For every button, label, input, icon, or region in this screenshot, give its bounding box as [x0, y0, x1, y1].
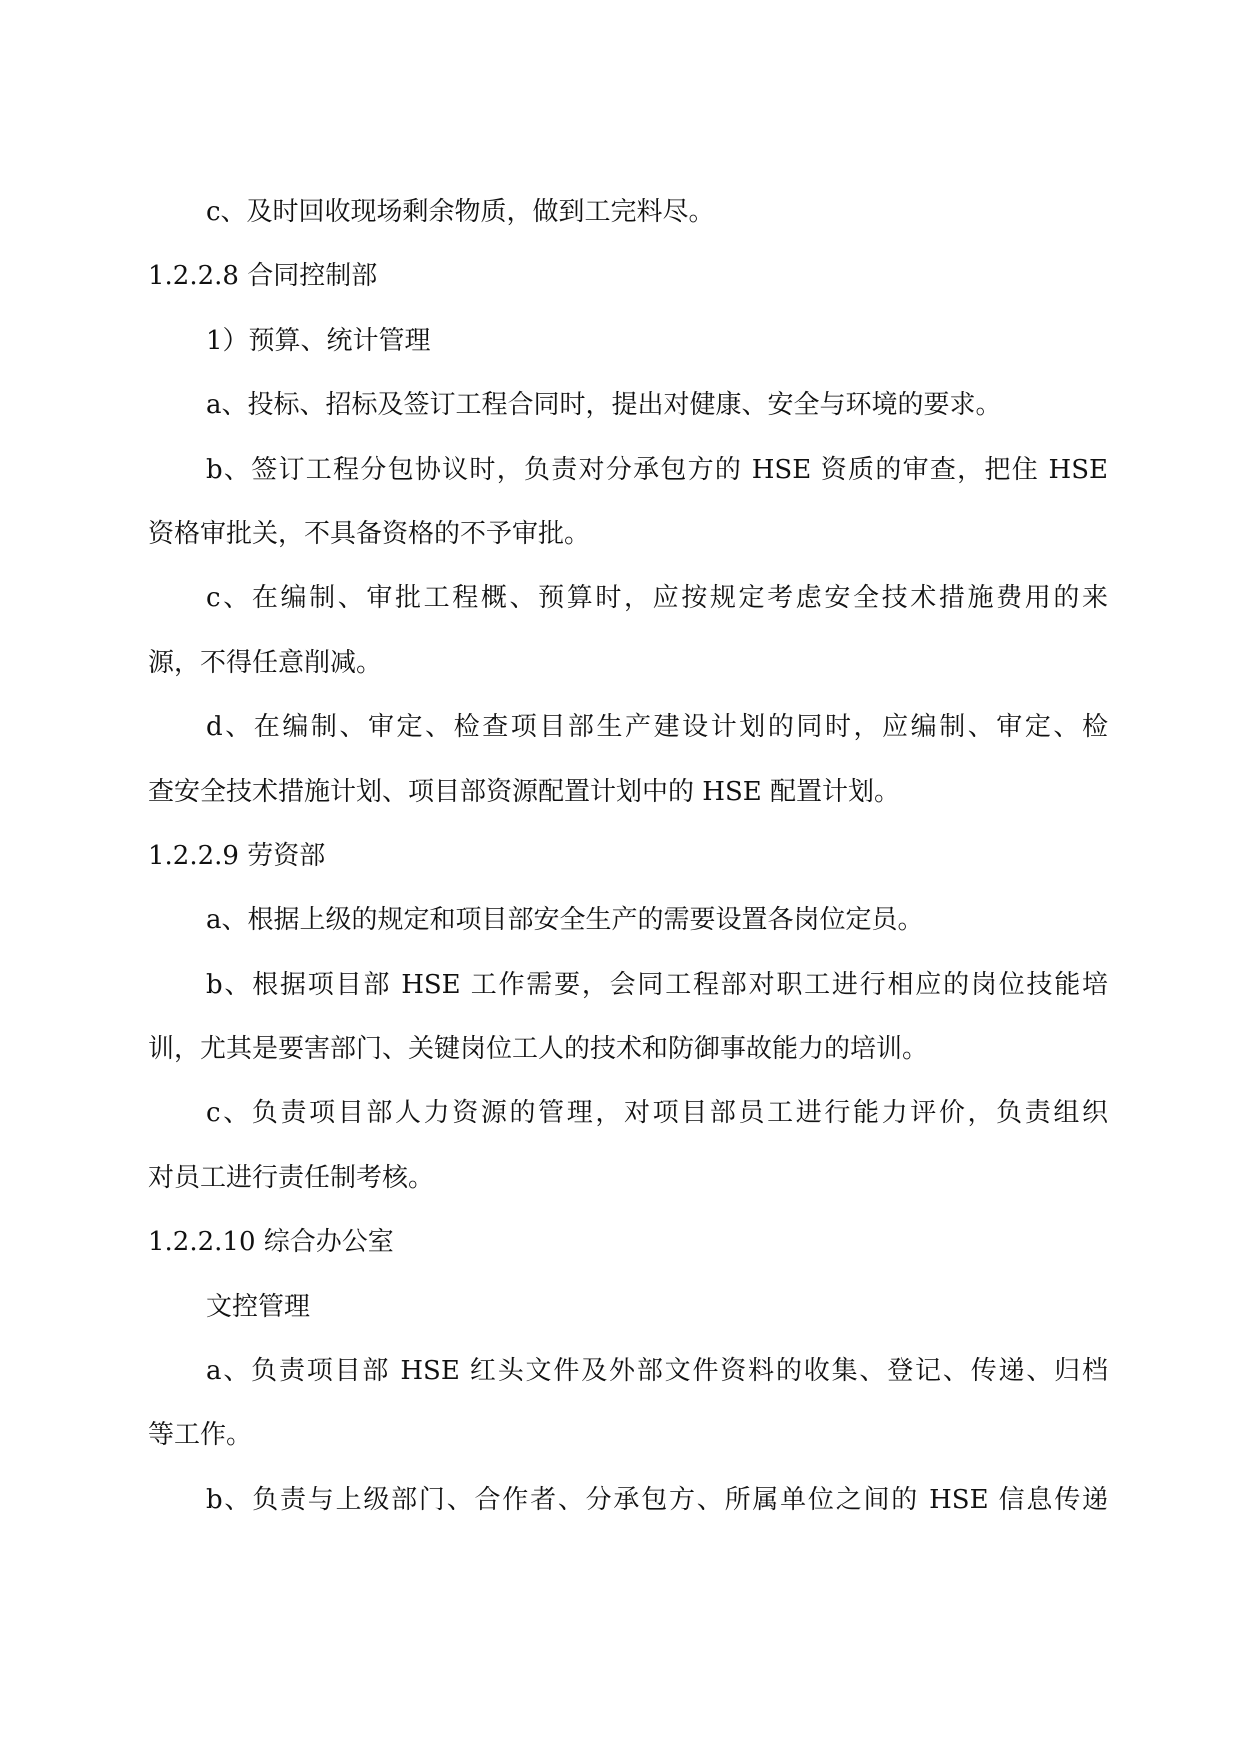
- paragraph-line: c、在编制、审批工程概、预算时，应按规定考虑安全技术措施费用的来: [206, 583, 1108, 614]
- paragraph-line: 源，不得任意削减。: [148, 647, 383, 678]
- paragraph-line: 资格审批关，不具备资格的不予审批。: [148, 518, 591, 549]
- section-heading: 1.2.2.10 综合办公室: [148, 1227, 394, 1258]
- paragraph-line: 等工作。: [148, 1420, 253, 1451]
- paragraph-line: a、负责项目部 HSE 红头文件及外部文件资料的收集、登记、传递、归档: [206, 1356, 1108, 1387]
- subsection-heading: 文控管理: [206, 1291, 311, 1322]
- paragraph-line: 训，尤其是要害部门、关键岗位工人的技术和防御事故能力的培训。: [148, 1034, 929, 1065]
- section-heading: 1.2.2.9 劳资部: [148, 840, 326, 871]
- paragraph-line: b、签订工程分包协议时，负责对分承包方的 HSE 资质的审查，把住 HSE: [206, 454, 1108, 485]
- paragraph-line: d、在编制、审定、检查项目部生产建设计划的同时，应编制、审定、检: [206, 712, 1108, 743]
- paragraph-line: b、负责与上级部门、合作者、分承包方、所属单位之间的 HSE 信息传递: [206, 1484, 1108, 1515]
- paragraph-line: b、根据项目部 HSE 工作需要，会同工程部对职工进行相应的岗位技能培: [206, 969, 1108, 1000]
- paragraph-line: c、负责项目部人力资源的管理，对项目部员工进行能力评价，负责组织: [206, 1098, 1108, 1129]
- paragraph-line: c、及时回收现场剩余物质，做到工完料尽。: [206, 197, 715, 227]
- section-heading: 1.2.2.8 合同控制部: [148, 261, 378, 292]
- paragraph-line: a、投标、招标及签订工程合同时，提出对健康、安全与环境的要求。: [206, 390, 1002, 421]
- paragraph-line: 查安全技术措施计划、项目部资源配置计划中的 HSE 配置计划。: [148, 776, 900, 807]
- subsection-heading: 1）预算、统计管理: [206, 325, 431, 356]
- document-page: [148, 180, 1108, 1532]
- paragraph-line: a、根据上级的规定和项目部安全生产的需要设置各岗位定员。: [206, 905, 924, 936]
- paragraph-line: 对员工进行责任制考核。: [148, 1162, 435, 1193]
